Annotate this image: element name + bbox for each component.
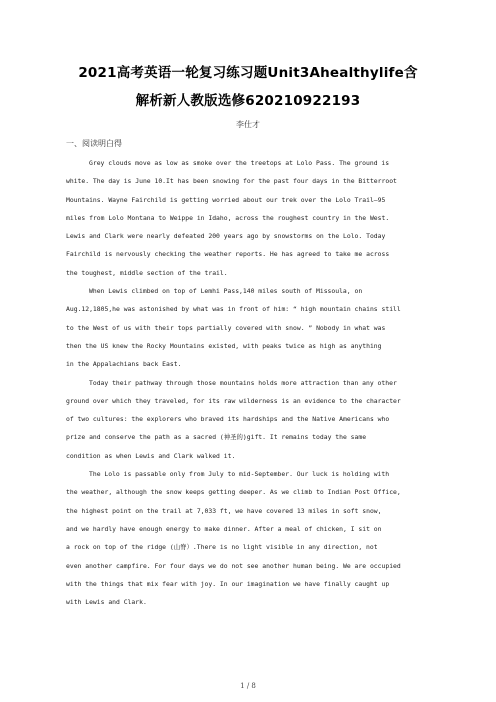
text-line: white. The day is June 10.It has been snowing for the past four days in the Bitterroot: [66, 177, 397, 186]
body-text: [66, 154, 430, 611]
text-line: with Lewis and Clark.: [66, 598, 147, 607]
text-line: condition as when Lewis and Clark walked it.: [66, 451, 236, 460]
text-line: Aug.12,1805,he was astonished by what was in front of him: “ high mountain chains still: [66, 305, 401, 314]
text-line: miles from Lolo Montana to Weippe in Idaho, across the roughest country in the West.: [66, 213, 390, 222]
text-line: in the Appalachians back East.: [66, 360, 182, 369]
text-line: Today their pathway through those mountains holds more attraction than any other: [89, 378, 397, 387]
text-line: the highest point on the trail at 7,033 ft, we have covered 13 miles in soft snow,: [66, 506, 382, 515]
page-number: 1 / 8: [240, 682, 256, 690]
text-line: Mountains. Wayne Fairchild is getting worried about our trek over the Lolo Trail—95: [66, 195, 386, 204]
text-line: prize and conserve the path as a sacred (神圣的)gift. It remains today the same: [66, 433, 367, 442]
author-name: 李仕才: [236, 120, 260, 129]
text-line: of two cultures: the explorers who braved its hardships and the Native Americans who: [66, 415, 390, 424]
text-line: the toughest, middle section of the trail.: [66, 268, 228, 277]
section-heading: 一、阅读明白得: [66, 139, 122, 148]
text-line: When Lewis climbed on top of Lemhi Pass,140 miles south of Missoula, on: [89, 287, 363, 296]
text-line: and we hardly have enough energy to make dinner. After a meal of chicken, I sit on: [66, 524, 382, 533]
text-line: even another campfire. For four days we do not see another human being. We are occupied: [66, 561, 401, 570]
text-line: then the US knew the Rocky Mountains existed, with peaks twice as high as anything: [66, 341, 382, 350]
text-line: Fairchild is nervously checking the weather reports. He has agreed to take me across: [66, 250, 390, 259]
text-line: Lewis and Clark were nearly defeated 200 years ago by snowstorms on the Lolo. Today: [66, 232, 386, 241]
document-title-line-2: 解析新人教版选修620210922193: [135, 93, 361, 109]
text-line: to the West of us with their tops partially covered with snow. ” Nobody in what was: [66, 323, 386, 332]
text-line: ground over which they traveled, for its raw wilderness is an evidence to the character: [66, 396, 401, 405]
text-line: with the things that mix fear with joy. In our imagination we have finally caught up: [66, 579, 390, 588]
text-line: The Lolo is passable only from July to mid-September. Our luck is holding with: [89, 470, 390, 479]
text-line: a rock on top of the ridge (山脊）.There is no light visible in any direction, not: [66, 543, 378, 552]
text-line: the weather, although the snow keeps getting deeper. As we climb to Indian Post Office,: [66, 488, 401, 497]
document-title-line-1: 2021高考英语一轮复习练习题Unit3Ahealthylife含: [78, 65, 418, 81]
text-line: Grey clouds move as low as smoke over the treetops at Lolo Pass. The ground is: [89, 159, 390, 167]
